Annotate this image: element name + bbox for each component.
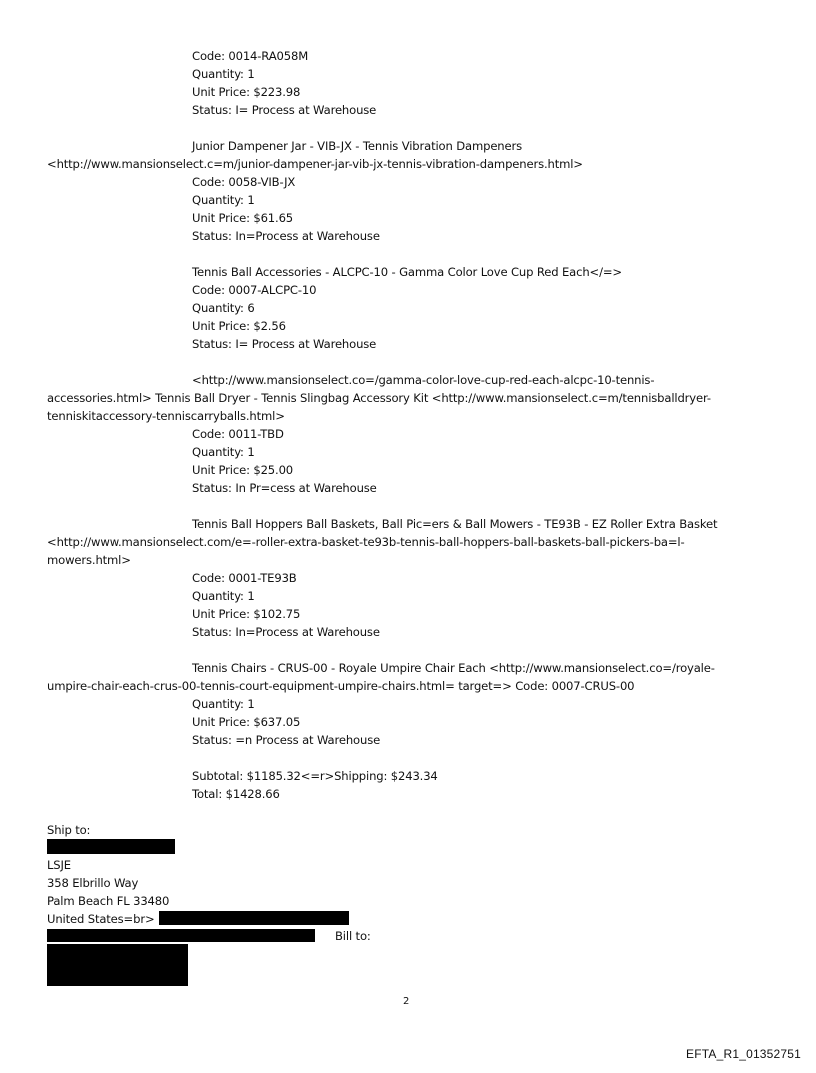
subtotal-shipping-line: Subtotal: $1185.32<=r>Shipping: $243.34 bbox=[192, 769, 438, 783]
item-title-line: Tennis Ball Accessories - ALCPC-10 - Gamma Color Love Cup Red Each</=> bbox=[192, 265, 622, 279]
item-status-line: Status: In=Process at Warehouse bbox=[192, 229, 380, 243]
redaction-bar bbox=[159, 911, 349, 925]
item-url-line: tenniskitaccessory-tenniscarryballs.html> bbox=[47, 409, 285, 423]
item-unit-price-line: Unit Price: $102.75 bbox=[192, 607, 301, 621]
item-code-line: Code: 0011-TBD bbox=[192, 427, 284, 441]
item-code-line: Code: 0001-TE93B bbox=[192, 571, 297, 585]
item-quantity-line: Quantity: 1 bbox=[192, 697, 255, 711]
document-id: EFTA_R1_01352751 bbox=[686, 1047, 802, 1061]
item-status-line: Status: In=Process at Warehouse bbox=[192, 625, 380, 639]
item-quantity-line: Quantity: 1 bbox=[192, 589, 255, 603]
item-url-line: accessories.html> Tennis Ball Dryer - Tennis Slingbag Accessory Kit <http://www.mansionselect.c=m/tennisballdryer- bbox=[47, 391, 711, 405]
item-status-line: Status: I= Process at Warehouse bbox=[192, 337, 377, 351]
item-unit-price-line: Unit Price: $25.00 bbox=[192, 463, 294, 477]
redaction-bar bbox=[47, 929, 315, 942]
item-url-line: umpire-chair-each-crus-00-tennis-court-equipment-umpire-chairs.html= target=> Code: 0007-CRUS-00 bbox=[47, 679, 635, 693]
item-code-line: Code: 0007-ALCPC-10 bbox=[192, 283, 317, 297]
ship-to-country: United States=br> bbox=[47, 912, 155, 926]
item-status-line: Status: =n Process at Warehouse bbox=[192, 733, 381, 747]
item-status-line: Status: I= Process at Warehouse bbox=[192, 103, 377, 117]
redaction-bar bbox=[47, 839, 175, 854]
item-unit-price-line: Unit Price: $637.05 bbox=[192, 715, 301, 729]
ship-to-city: Palm Beach FL 33480 bbox=[47, 894, 170, 908]
item-title-line: Tennis Ball Hoppers Ball Baskets, Ball Pic=ers & Ball Mowers - TE93B - EZ Roller Extra Basket bbox=[192, 517, 718, 531]
ship-to-label: Ship to: bbox=[47, 823, 91, 837]
item-title-line: Junior Dampener Jar - VIB-JX - Tennis Vibration Dampeners bbox=[192, 139, 522, 153]
item-quantity-line: Quantity: 6 bbox=[192, 301, 255, 315]
redaction-bar bbox=[47, 944, 188, 986]
item-quantity-line: Quantity: 1 bbox=[192, 445, 255, 459]
item-quantity-line: Quantity: 1 bbox=[192, 193, 255, 207]
item-status-line: Status: In Pr=cess at Warehouse bbox=[192, 481, 377, 495]
bill-to-label: Bill to: bbox=[335, 929, 371, 943]
item-url-line: <http://www.mansionselect.c=m/junior-dampener-jar-vib-jx-tennis-vibration-dampeners.html> bbox=[47, 157, 583, 171]
item-title-line: Tennis Chairs - CRUS-00 - Royale Umpire Chair Each <http://www.mansionselect.co=/royale- bbox=[192, 661, 715, 675]
item-code-line: Code: 0014-RA058M bbox=[192, 49, 309, 63]
page-number: 2 bbox=[403, 996, 410, 1007]
item-code-line: Code: 0058-VIB-JX bbox=[192, 175, 296, 189]
item-quantity-line: Quantity: 1 bbox=[192, 67, 255, 81]
item-unit-price-line: Unit Price: $2.56 bbox=[192, 319, 286, 333]
item-url-line: mowers.html> bbox=[47, 553, 131, 567]
total-line: Total: $1428.66 bbox=[192, 787, 280, 801]
item-url-line: <http://www.mansionselect.co=/gamma-color-love-cup-red-each-alcpc-10-tennis- bbox=[192, 373, 655, 387]
ship-to-name: LSJE bbox=[47, 858, 71, 872]
item-unit-price-line: Unit Price: $223.98 bbox=[192, 85, 301, 99]
item-url-line: <http://www.mansionselect.com/e=-roller-extra-basket-te93b-tennis-ball-hoppers-ball-baskets-ball-pickers-ba=l- bbox=[47, 535, 685, 549]
item-unit-price-line: Unit Price: $61.65 bbox=[192, 211, 294, 225]
ship-to-street: 358 Elbrillo Way bbox=[47, 876, 139, 890]
